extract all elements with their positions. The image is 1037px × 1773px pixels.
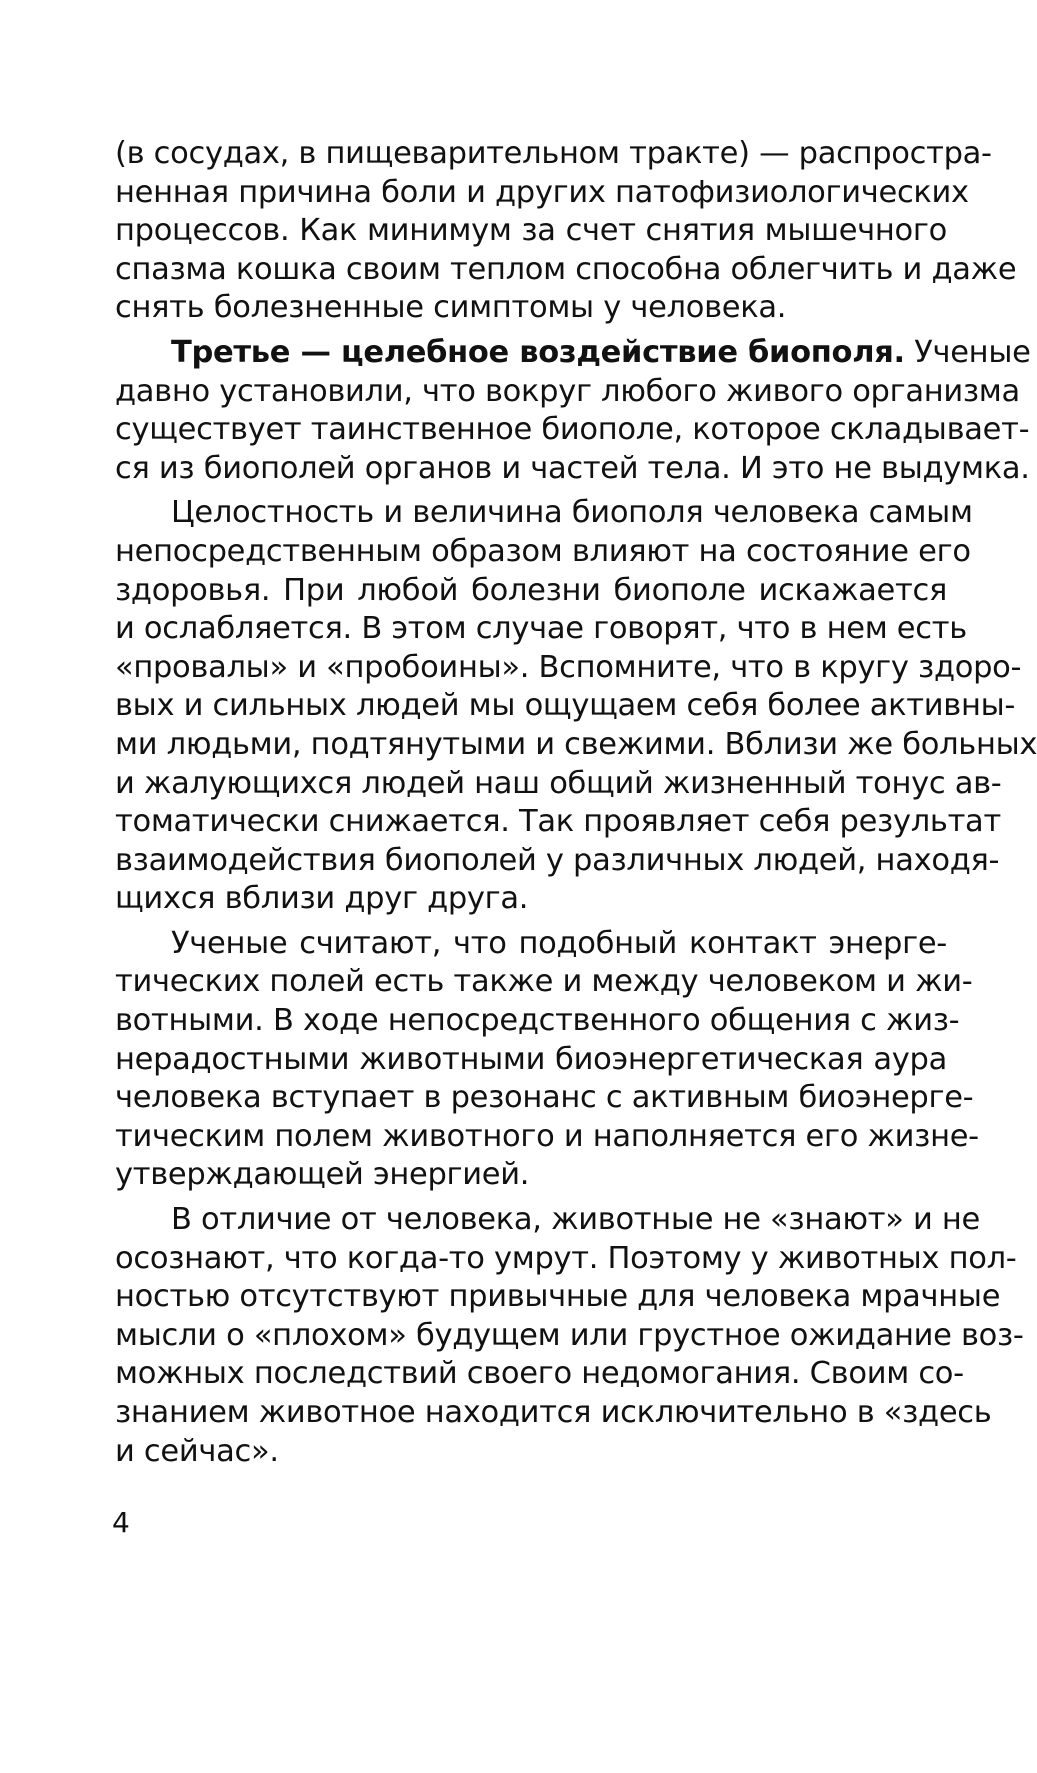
text-line: «провалы» и «пробоины». Вспомните, что в кругу здоро- [115, 649, 1022, 685]
text-line: и ослабляется. В этом случае говорят, что в нем есть [115, 611, 967, 647]
text-line: В отличие от человека, животные не «знают» и не [171, 1202, 980, 1238]
text-line: спазма кошка своим теплом способна облегчить и даже [115, 251, 1017, 287]
text-line: (в сосудах, в пищеварительном тракте) — распростра- [115, 136, 992, 171]
body-text [115, 135, 1037, 1471]
text-line: нерадостными животными биоэнергетическая аура [115, 1041, 947, 1077]
text-line: можных последствий своего недомогания. Своим со- [115, 1356, 964, 1392]
text-line: и сейчас». [115, 1433, 279, 1469]
text-line: здоровья. При любой болезни биополе искажается [115, 572, 947, 608]
text-line: тическим полем животного и наполняется его жизне- [115, 1118, 979, 1154]
text-line: ся из биополей органов и частей тела. И это не выдумка. [115, 450, 1030, 486]
text-line: осознают, что когда-то умрут. Поэтому у животных пол- [115, 1240, 1017, 1276]
text-line: тических полей есть также и между человеком и жи- [115, 964, 973, 1000]
paragraph-3 [115, 494, 1037, 919]
paragraph-2 [115, 334, 1031, 488]
text-line: Ученые считают, что подобный контакт энерге- [171, 925, 947, 961]
text-line: утверждающей энергией. [115, 1157, 530, 1193]
text-line: знанием животное находится исключительно в «здесь [115, 1395, 992, 1430]
paragraph-4 [115, 925, 979, 1195]
text-line: ностью отсутствуют привычные для человека мрачные [115, 1279, 1001, 1315]
text-line: мысли о «плохом» будущем или грустное ожидание воз- [115, 1317, 1024, 1353]
text-line: щихся вблизи друг друга. [115, 881, 529, 917]
text-line: взаимодействия биополей у различных людей, находя- [115, 842, 1000, 878]
text-line: снять болезненные симптомы у человека. [115, 290, 787, 326]
text-line: процессов. Как минимум за счет снятия мышечного [115, 213, 947, 249]
text-line: непосредственным образом влияют на состояние его [115, 533, 971, 569]
paragraph-5 [115, 1201, 1024, 1471]
text-line: и жалующихся людей наш общий жизненный тонус ав- [115, 765, 1002, 801]
text-line: вых и сильных людей мы ощущаем себя более активны- [115, 688, 1016, 724]
text-line: вотными. В ходе непосредственного общения с жиз- [115, 1003, 960, 1039]
text-line: ми людьми, подтянутыми и свежими. Вблизи же больных [115, 726, 1037, 762]
text-line [115, 334, 1031, 373]
text-fragment: Ученые [904, 334, 1031, 370]
text-line: томатически снижается. Так проявляет себя результат [115, 804, 1001, 840]
paragraph-1 [115, 135, 1017, 328]
page-number: 4 [112, 1506, 130, 1539]
text-line: человека вступает в резонанс с активным биоэнерге- [115, 1080, 974, 1116]
text-line: давно установили, что вокруг любого живого организма [115, 373, 1020, 409]
text-line: существует таинственное биополе, которое складывает- [115, 412, 1030, 448]
text-line: ненная причина боли и других патофизиологических [115, 174, 969, 210]
text-line: Целостность и величина биополя человека самым [171, 495, 973, 531]
bold-heading: Третье — целебное воздействие биополя. [171, 334, 905, 370]
